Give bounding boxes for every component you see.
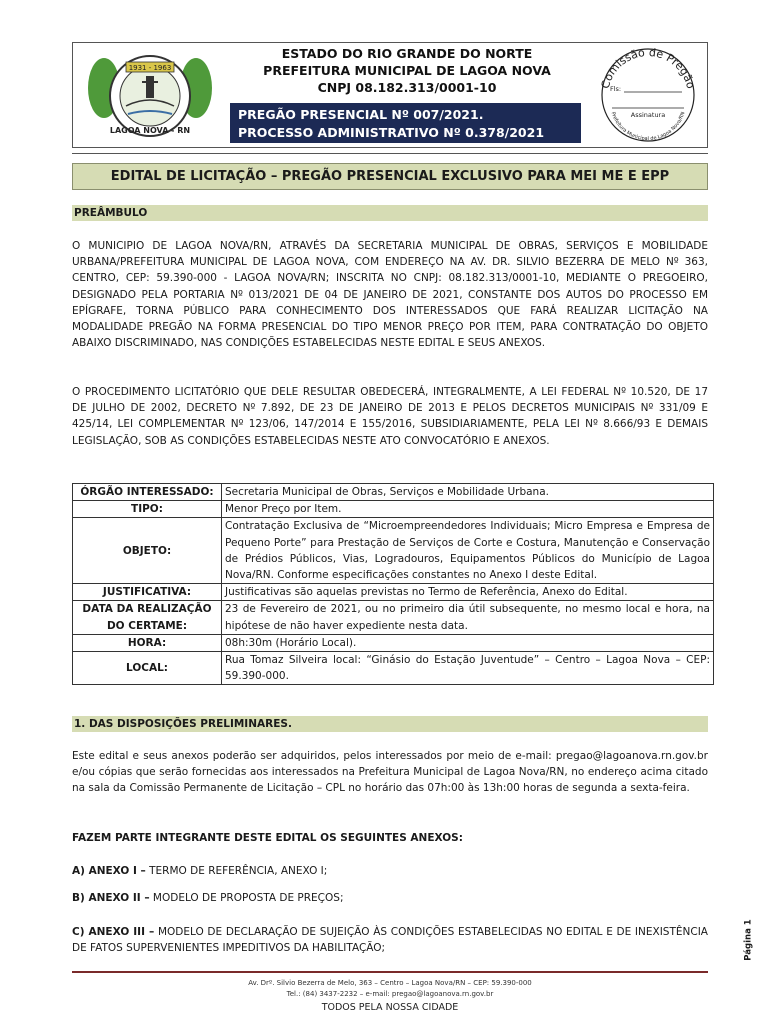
anexo-label: B) ANEXO II – [72, 892, 150, 904]
table-row [73, 501, 714, 518]
stamp-bottom: Prefeitura Municipal de Lagoa Nova/RN [609, 111, 687, 143]
anexo-item [72, 924, 708, 956]
commission-stamp-icon [596, 46, 700, 144]
svg-text:Comissão de Pregão [599, 46, 698, 90]
anexo-text: MODELO DE PROPOSTA DE PREÇOS; [149, 892, 344, 904]
table-row [73, 484, 714, 501]
row-value: Justificativas são aquelas previstas no Termo de Referência, Anexo do Edital. [222, 584, 714, 601]
info-table [72, 483, 714, 685]
stamp-fls: Fls: [610, 85, 622, 93]
table-row [73, 584, 714, 601]
row-label: OBJETO: [73, 518, 222, 584]
row-label: DATA DA REALIZAÇÃO DO CERTAME: [73, 601, 222, 634]
row-value: 23 de Fevereiro de 2021, ou no primeiro dia útil subsequente, no mesmo local e hora, na hipótese de não haver expediente nesta data. [222, 601, 714, 634]
anexo-item [72, 863, 708, 879]
section-1-paragraph: Este edital e seus anexos poderão ser adquiridos, pelos interessados por meio de e-mail: pregao@lagoanova.rn.gov.br e/ou cópias que serão fornecidas aos interessados na Prefeitura Municipal de Lagoa Nova/RN, no endereço acima citado na sala da Comissão Permanente de Licitação – CPL no horário das 07h:00 às 13h:00 horas de segunda a sexta-feira. [72, 750, 708, 795]
anexo-label: A) ANEXO I – [72, 865, 146, 877]
row-value: Rua Tomaz Silveira local: “Ginásio do Estação Juventude” – Centro – Lagoa Nova – CEP: 59.390-000. [222, 652, 714, 685]
table-row [73, 601, 714, 634]
anexo-item [72, 890, 708, 906]
row-label: HORA: [73, 634, 222, 651]
header-divider [72, 153, 708, 154]
preambulo-paragraph-1: O MUNICIPIO DE LAGOA NOVA/RN, ATRAVÉS DA SECRETARIA MUNICIPAL DE OBRAS, SERVIÇOS E MOBILIDADE URBANA/PREFEITURA MUNICIPAL DE LAGOA NOVA, COM ENDEREÇO NA AV. DR. SILVIO BEZERRA DE MELO Nº 363, CENTRO, CEP: 59.390-000 - LAGOA NOVA/RN; INSCRITA NO CNPJ: 08.182.313/0001-10, MEDIANTE O PREGOEIRO, DESIGNADO PELA PORTARIA Nº 013/2021 DE 04 DE JANEIRO DE 2021, CONSTANTE DOS AUTOS DO PROCESSO EM EPÍGRAFE, TORNA PÚBLICO PARA CONHECIMENTO DOS INTERESSADOS QUE FARÁ REALIZAR LICITAÇÃO NA MODALIDADE PREGÃO NA FORMA PRESENCIAL DO TIPO MENOR PREÇO POR ITEM, PARA CONTRATAÇÃO DO OBJETO ABAIXO DISCRIMINADO, NAS CONDIÇÕES ESTABELECIDAS NESTE EDITAL E SEUS ANEXOS. [72, 240, 708, 350]
pregao-number: PREGÃO PRESENCIAL Nº 007/2021. [238, 107, 484, 122]
crest-years: 1931 - 1963 [128, 64, 172, 72]
row-label: JUSTIFICATIVA: [73, 584, 222, 601]
section-1-heading: 1. DAS DISPOSIÇÕES PRELIMINARES. [72, 716, 708, 732]
pregao-box [230, 103, 581, 143]
row-value: Contratação Exclusiva de “Microempreendedores Individuais; Micro Empresa e Empresa de Pequeno Porte” para Prestação de Serviços de Corte e Costura, Manutenção e Conservação de Prédios Públicos, Vias, Logradouros, Equipamentos Públicos do Município de Lagoa Nova/RN. Conforme especificações constantes no Anexo I deste Edital. [222, 518, 714, 584]
footer-contact-line: Tel.: (84) 3437-2232 – e-mail: pregao@lagoanova.rn.gov.br [286, 990, 494, 998]
municipal-crest-icon [86, 48, 214, 144]
row-label: TIPO: [73, 501, 222, 518]
crest-name: LAGOA NOVA - RN [109, 126, 191, 135]
anexos-heading: FAZEM PARTE INTEGRANTE DESTE EDITAL OS SEGUINTES ANEXOS: [72, 832, 463, 844]
footer-divider [72, 971, 708, 973]
prefeitura-name: PREFEITURA MUNICIPAL DE LAGOA NOVA [263, 63, 551, 78]
edital-title: EDITAL DE LICITAÇÃO – PREGÃO PRESENCIAL EXCLUSIVO PARA MEI ME E EPP [72, 163, 708, 190]
stamp-title: Comissão de Pregão [598, 46, 698, 91]
page-number-label: Página 1 [743, 919, 754, 961]
anexo-label: C) ANEXO III – [72, 926, 155, 938]
stamp-assinatura: Assinatura [630, 111, 666, 119]
anexo-text: MODELO DE DECLARAÇÃO DE SUJEIÇÃO ÀS CONDIÇÕES ESTABELECIDAS NO EDITAL E DE INEXISTÊNCIA DE FATOS SUPERVENIENTES IMPEDITIVOS DA HABILITAÇÃO; [72, 926, 708, 955]
row-label: ÓRGÃO INTERESSADO: [73, 484, 222, 501]
table-row [73, 518, 714, 584]
cnpj: CNPJ 08.182.313/0001-10 [317, 80, 497, 95]
page-number [728, 915, 768, 975]
row-value: Secretaria Municipal de Obras, Serviços e Mobilidade Urbana. [222, 484, 714, 501]
processo-number: PROCESSO ADMINISTRATIVO Nº 0.378/2021 [238, 125, 545, 140]
preambulo-heading: PREÂMBULO [72, 205, 708, 221]
row-value: 08h:30m (Horário Local). [222, 634, 714, 651]
header-title [232, 45, 582, 96]
row-label: LOCAL: [73, 652, 222, 685]
row-value: Menor Preço por Item. [222, 501, 714, 518]
preambulo-paragraph-2: O PROCEDIMENTO LICITATÓRIO QUE DELE RESULTAR OBEDECERÁ, INTEGRALMENTE, A LEI FEDERAL Nº 10.520, DE 17 DE JULHO DE 2002, DECRETO Nº 7.892, DE 23 DE JANEIRO DE 2013 E PELOS DECRETOS MUNICIPAIS Nº 331/09 E 425/14, LEI COMPLEMENTAR Nº 123/06, 147/2014 E 155/2016, SUBSIDIARIAMENTE, PELA LEI Nº 8.666/93 E DEMAIS LEGISLAÇÃO, SOB AS CONDIÇÕES ESTABELECIDAS NESTE ATO CONVOCATÓRIO E ANEXOS. [72, 386, 708, 447]
footer-address [72, 978, 708, 1000]
footer-motto: TODOS PELA NOSSA CIDADE [321, 1002, 459, 1013]
table-row [73, 652, 714, 685]
footer-address-line: Av. Drº. Silvio Bezerra de Melo, 363 – Centro – Lagoa Nova/RN – CEP: 59.390-000 [248, 979, 532, 987]
table-row [73, 634, 714, 651]
state-name: ESTADO DO RIO GRANDE DO NORTE [281, 46, 533, 61]
anexo-text: TERMO DE REFERÊNCIA, ANEXO I; [145, 865, 328, 877]
